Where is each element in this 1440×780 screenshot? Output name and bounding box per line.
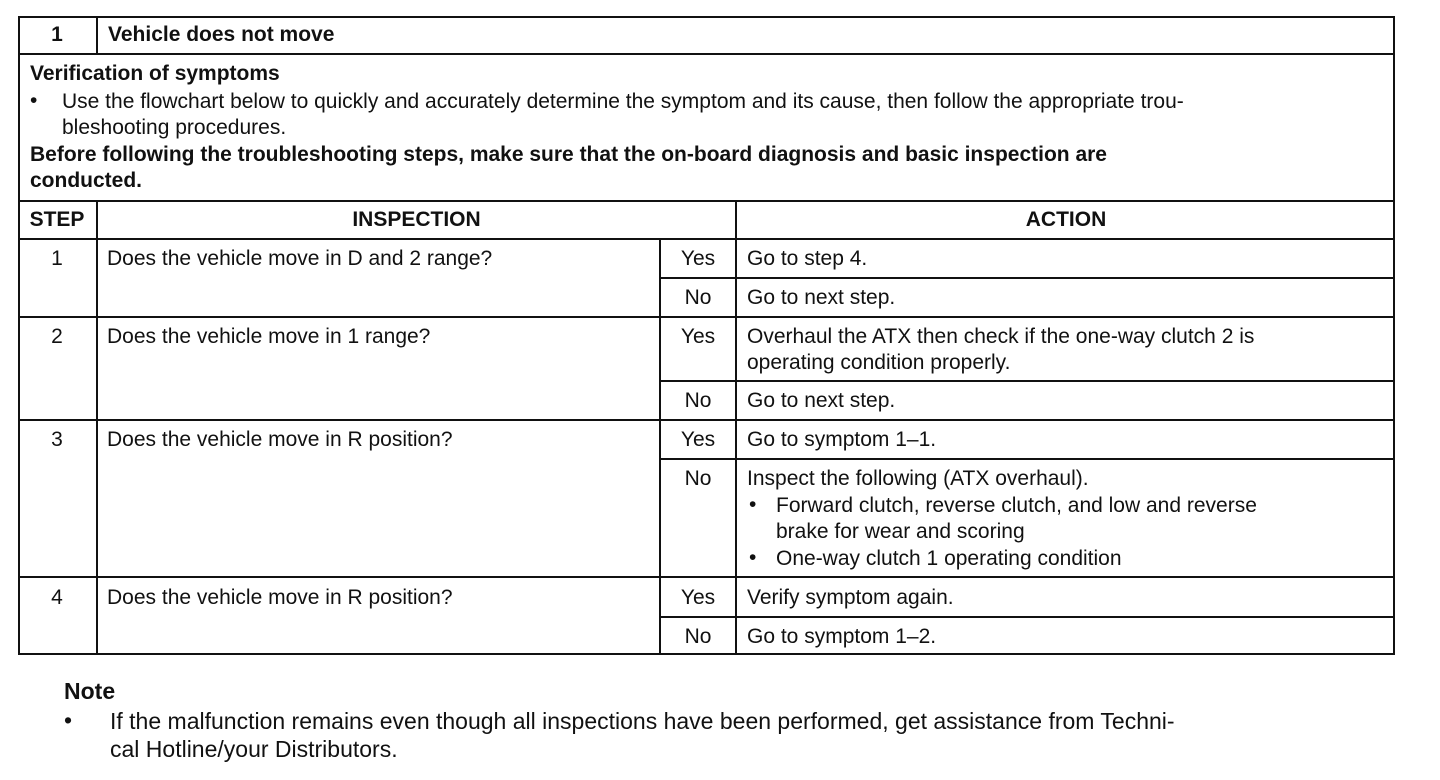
yes-action: Verify symptom again. xyxy=(747,586,954,609)
precondition-line1: Before following the troubleshooting steps, make sure that the on-board diagnosis and basic inspection are xyxy=(30,143,1107,166)
note-bullet: • xyxy=(64,707,73,733)
rule-action-column xyxy=(735,200,737,655)
inspection-question: Does the vehicle move in R position? xyxy=(107,586,453,609)
no-action: Go to next step. xyxy=(747,389,896,412)
no-action-bullet-icon: • xyxy=(749,493,757,516)
verification-text-line1: Use the flowchart below to quickly and accurately determine the symptom and its cause, then follow the appropriate trou- xyxy=(62,90,1184,113)
no-action-bullet-1-line2: brake for wear and scoring xyxy=(776,520,1025,543)
rule-verification-bottom xyxy=(18,200,1395,202)
rule-row4-split xyxy=(659,616,1395,618)
no-action: Go to next step. xyxy=(747,286,896,309)
inspection-question: Does the vehicle move in D and 2 range? xyxy=(107,247,493,270)
no-action-bullet-1-line1: Forward clutch, reverse clutch, and low and reverse xyxy=(776,494,1257,517)
rule-row1-bottom xyxy=(18,316,1395,318)
yes-action: Go to symptom 1–1. xyxy=(747,428,937,451)
note-title: Note xyxy=(64,678,116,704)
yes-label: Yes xyxy=(680,428,716,451)
yes-label: Yes xyxy=(680,325,716,348)
column-header-step: STEP xyxy=(29,208,85,231)
no-label: No xyxy=(684,286,712,309)
step-number: 4 xyxy=(51,586,63,609)
rule-columns-header-bottom xyxy=(18,238,1395,240)
rule-row2-bottom xyxy=(18,419,1395,421)
verification-text-line2: bleshooting procedures. xyxy=(62,116,287,139)
step-number: 2 xyxy=(51,325,63,348)
no-label: No xyxy=(684,389,712,412)
no-action-bullet-icon: • xyxy=(749,546,757,569)
note-text xyxy=(110,707,1360,763)
verification-heading: Verification of symptoms xyxy=(30,62,280,85)
rule-step-column xyxy=(96,200,98,655)
rule-header-number-divider xyxy=(96,16,98,54)
rule-row3-bottom xyxy=(18,576,1395,578)
rule-row1-split xyxy=(659,277,1395,279)
no-action: Go to symptom 1–2. xyxy=(747,625,937,648)
no-action-intro: Inspect the following (ATX overhaul). xyxy=(747,467,1089,490)
yes-label: Yes xyxy=(680,586,716,609)
step-number: 3 xyxy=(51,428,63,451)
precondition-line2: conducted. xyxy=(30,169,143,192)
yes-action-line2: operating condition properly. xyxy=(747,351,1011,374)
rule-row3-split xyxy=(659,458,1395,460)
rule-header-bottom xyxy=(18,53,1395,55)
note-text-line2: cal Hotline/your Distributors. xyxy=(110,736,398,762)
no-label: No xyxy=(684,467,712,490)
yes-action-line1: Overhaul the ATX then check if the one-way clutch 2 is xyxy=(747,325,1255,348)
verification-bullet: • xyxy=(30,89,38,112)
problem-title: Vehicle does not move xyxy=(108,23,335,46)
inspection-question: Does the vehicle move in 1 range? xyxy=(107,325,431,348)
no-action-bullet-2-line1: One-way clutch 1 operating condition xyxy=(776,547,1122,570)
step-number: 1 xyxy=(51,247,63,270)
column-header-action: ACTION xyxy=(1025,208,1107,231)
yes-action: Go to step 4. xyxy=(747,247,868,270)
problem-number: 1 xyxy=(51,23,63,46)
column-header-inspection: INSPECTION xyxy=(352,208,481,231)
yes-label: Yes xyxy=(680,247,716,270)
inspection-question: Does the vehicle move in R position? xyxy=(107,428,453,451)
no-label: No xyxy=(684,625,712,648)
note-text-line1: If the malfunction remains even though all inspections have been performed, get assistance from Techni- xyxy=(110,708,1175,734)
rule-row2-split xyxy=(659,380,1395,382)
